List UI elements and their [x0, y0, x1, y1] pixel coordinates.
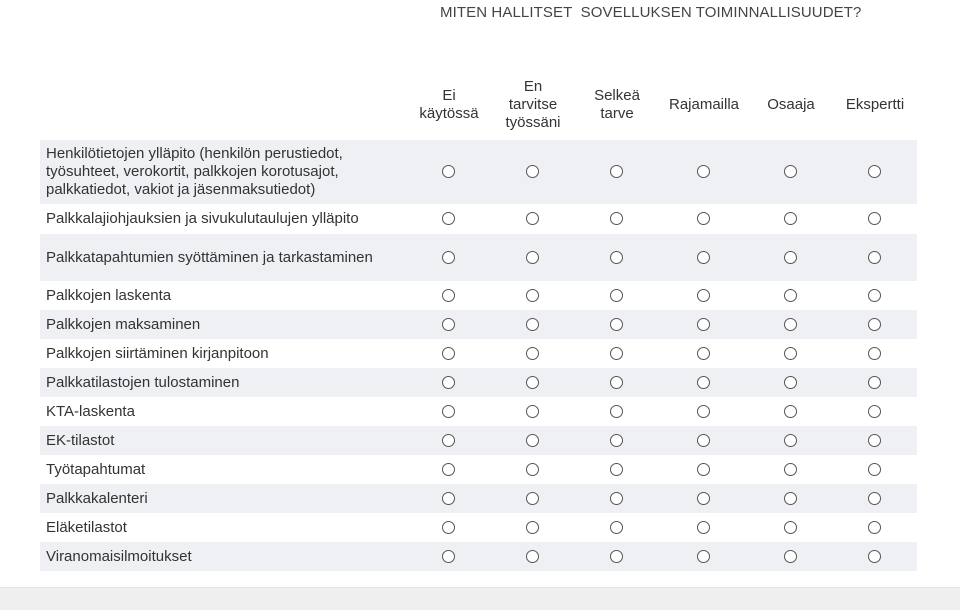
radio-option[interactable] [784, 289, 797, 302]
matrix-row [40, 204, 917, 234]
radio-option[interactable] [868, 251, 881, 264]
matrix-row [40, 513, 917, 542]
radio-option[interactable] [784, 347, 797, 360]
radio-option[interactable] [868, 165, 881, 178]
matrix-row [40, 310, 917, 339]
radio-option[interactable] [784, 463, 797, 476]
radio-option[interactable] [697, 212, 710, 225]
column-header: Ekspertti [845, 96, 905, 113]
radio-option[interactable] [526, 289, 539, 302]
radio-option[interactable] [868, 289, 881, 302]
row-label: Palkkojen maksaminen [46, 315, 201, 333]
radio-option[interactable] [784, 492, 797, 505]
radio-option[interactable] [442, 405, 455, 418]
radio-option[interactable] [610, 376, 623, 389]
radio-option[interactable] [526, 492, 539, 505]
radio-option[interactable] [610, 347, 623, 360]
column-header: Selkeä tarve [594, 87, 640, 122]
radio-option[interactable] [784, 318, 797, 331]
radio-option[interactable] [526, 434, 539, 447]
radio-option[interactable] [526, 165, 539, 178]
radio-option[interactable] [442, 550, 455, 563]
matrix-row [40, 455, 917, 484]
footer-bar [0, 587, 960, 610]
radio-option[interactable] [868, 212, 881, 225]
radio-option[interactable] [868, 434, 881, 447]
row-label: Työtapahtumat [46, 460, 146, 478]
matrix-row [40, 542, 917, 571]
matrix-grid [40, 140, 917, 571]
radio-option[interactable] [610, 289, 623, 302]
row-label: Viranomaisilmoitukset [46, 547, 192, 565]
row-label: KTA-laskenta [46, 402, 135, 420]
radio-option[interactable] [610, 492, 623, 505]
radio-option[interactable] [868, 492, 881, 505]
matrix-row [40, 368, 917, 397]
radio-option[interactable] [868, 318, 881, 331]
matrix-row [40, 339, 917, 368]
radio-option[interactable] [526, 521, 539, 534]
radio-option[interactable] [442, 347, 455, 360]
radio-option[interactable] [442, 434, 455, 447]
radio-option[interactable] [784, 550, 797, 563]
matrix-row [40, 397, 917, 426]
radio-option[interactable] [610, 251, 623, 264]
radio-option[interactable] [784, 376, 797, 389]
radio-option[interactable] [697, 434, 710, 447]
radio-option[interactable] [784, 521, 797, 534]
row-label: EK-tilastot [46, 431, 115, 449]
radio-option[interactable] [526, 347, 539, 360]
radio-option[interactable] [697, 251, 710, 264]
row-label: Palkkatilastojen tulostaminen [46, 373, 240, 391]
radio-option[interactable] [697, 318, 710, 331]
radio-option[interactable] [697, 492, 710, 505]
radio-option[interactable] [526, 251, 539, 264]
radio-option[interactable] [610, 165, 623, 178]
radio-option[interactable] [697, 376, 710, 389]
radio-option[interactable] [442, 463, 455, 476]
radio-option[interactable] [526, 318, 539, 331]
radio-option[interactable] [610, 405, 623, 418]
matrix-row [40, 484, 917, 513]
radio-option[interactable] [697, 347, 710, 360]
radio-option[interactable] [526, 376, 539, 389]
radio-option[interactable] [442, 251, 455, 264]
radio-option[interactable] [868, 550, 881, 563]
radio-option[interactable] [526, 463, 539, 476]
row-label: Palkkakalenteri [46, 489, 148, 507]
radio-option[interactable] [868, 463, 881, 476]
radio-option[interactable] [868, 347, 881, 360]
radio-option[interactable] [697, 405, 710, 418]
radio-option[interactable] [784, 251, 797, 264]
radio-option[interactable] [868, 521, 881, 534]
radio-option[interactable] [442, 492, 455, 505]
radio-option[interactable] [697, 463, 710, 476]
column-header: Osaaja [767, 96, 815, 113]
radio-option[interactable] [610, 434, 623, 447]
radio-option[interactable] [784, 212, 797, 225]
radio-option[interactable] [442, 289, 455, 302]
radio-option[interactable] [784, 165, 797, 178]
radio-option[interactable] [868, 376, 881, 389]
matrix-row [40, 140, 917, 204]
radio-option[interactable] [526, 405, 539, 418]
question-title: MITEN HALLITSET SOVELLUKSEN TOIMINNALLISUUDET? [440, 4, 862, 21]
radio-option[interactable] [610, 550, 623, 563]
radio-option[interactable] [442, 165, 455, 178]
column-header: Rajamailla [668, 96, 740, 113]
radio-option[interactable] [610, 318, 623, 331]
radio-option[interactable] [442, 521, 455, 534]
row-label: Palkkalajiohjauksien ja sivukulutaulujen ylläpito [46, 210, 359, 227]
radio-option[interactable] [697, 289, 710, 302]
radio-option[interactable] [442, 318, 455, 331]
row-label: Palkkatapahtumien syöttäminen ja tarkastaminen [46, 248, 373, 266]
radio-option[interactable] [610, 212, 623, 225]
row-label: Henkilötietojen ylläpito (henkilön perustiedot, työsuhteet, verokortit, palkkojen korotusajot, palkkatiedot, vakiot ja jäsenmaksutiedot) [46, 145, 343, 198]
radio-option[interactable] [697, 165, 710, 178]
radio-option[interactable] [784, 434, 797, 447]
radio-option[interactable] [526, 550, 539, 563]
radio-option[interactable] [610, 463, 623, 476]
matrix-header [0, 75, 960, 135]
radio-option[interactable] [442, 376, 455, 389]
column-header: Ei käytössä [419, 87, 479, 122]
column-header: En tarvitse työssäni [505, 78, 561, 131]
radio-option[interactable] [868, 405, 881, 418]
matrix-row [40, 234, 917, 281]
radio-option[interactable] [610, 521, 623, 534]
radio-option[interactable] [697, 521, 710, 534]
row-label: Palkkojen siirtäminen kirjanpitoon [46, 344, 269, 362]
row-label: Palkkojen laskenta [46, 286, 172, 304]
matrix-row [40, 426, 917, 455]
radio-option[interactable] [784, 405, 797, 418]
radio-option[interactable] [697, 550, 710, 563]
row-label: Eläketilastot [46, 518, 127, 536]
matrix-row [40, 281, 917, 310]
radio-option[interactable] [442, 212, 455, 225]
radio-option[interactable] [526, 212, 539, 225]
